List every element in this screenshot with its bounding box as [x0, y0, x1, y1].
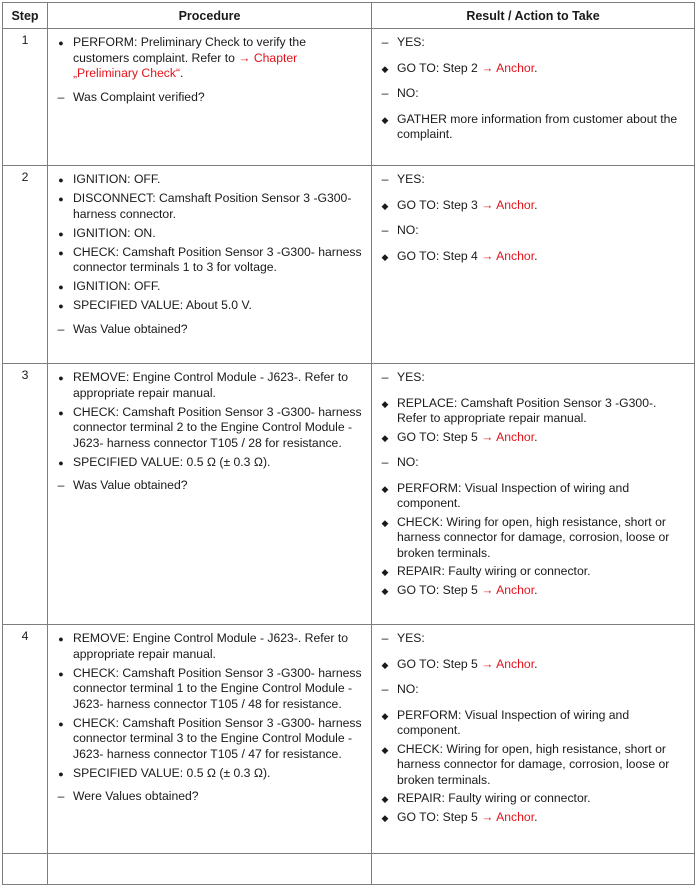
result-cell	[372, 625, 695, 854]
dash-icon: –	[57, 321, 65, 336]
result-cell	[372, 364, 695, 625]
procedure-table	[2, 2, 695, 885]
table-row	[3, 166, 695, 364]
bullet-icon: ●	[58, 282, 64, 292]
diamond-icon: ◆	[381, 251, 389, 262]
diamond-icon: ◆	[381, 114, 389, 125]
step-number: 1	[3, 29, 48, 166]
result-action: ◆ CHECK: Wiring for open, high resistance, short or harness connector for damage, corrosion, loose or broken terminals.	[372, 515, 688, 562]
bullet-icon: ●	[58, 407, 64, 418]
bullet-icon: ●	[58, 228, 64, 239]
anchor-link[interactable]: → Anchor	[481, 656, 535, 671]
result-cell	[372, 166, 695, 364]
dash-icon: –	[57, 478, 65, 492]
table-row	[3, 625, 695, 854]
result-yes: – YES:	[372, 631, 688, 647]
procedure-cell	[48, 364, 372, 625]
table-row	[3, 364, 695, 625]
dash-icon: –	[381, 370, 389, 384]
bullet-item: ● IGNITION: ON.	[48, 226, 365, 242]
bullet-item: ● IGNITION: OFF.	[48, 279, 365, 295]
result-no: – NO:	[372, 455, 688, 471]
bullet-item: ● SPECIFIED VALUE: 0.5 Ω (± 0.3 Ω).	[48, 455, 365, 471]
result-action: ◆ CHECK: Wiring for open, high resistance, short or harness connector for damage, corrosion, loose or broken terminals.	[372, 742, 688, 789]
bullet-icon: ●	[58, 457, 64, 468]
bullet-item: ● CHECK: Camshaft Position Sensor 3 -G300- harness connector terminal 3 to the Engine Control Module - J623- harness connector T105 / 47 for resistance.	[48, 716, 365, 763]
result-yes: – YES:	[372, 370, 688, 386]
bullet-item: ● IGNITION: OFF.	[48, 172, 365, 188]
result-action: ◆ GO TO: Step 5 → Anchor.	[372, 657, 688, 673]
bullet-icon: ●	[58, 38, 64, 48]
table-row	[3, 29, 695, 166]
dash-icon: –	[381, 455, 389, 469]
step-number: 2	[3, 166, 48, 364]
procedure-cell	[48, 29, 372, 166]
dash-icon: –	[381, 682, 389, 696]
header-step: Step	[3, 3, 48, 29]
anchor-link[interactable]: → Anchor	[481, 248, 535, 263]
result-action: ◆ REPAIR: Faulty wiring or connector.	[372, 564, 688, 580]
diamond-icon: ◆	[381, 517, 389, 528]
bullet-icon: ●	[58, 768, 64, 779]
step-number: 3	[3, 364, 48, 625]
bullet-item: ● SPECIFIED VALUE: 0.5 Ω (± 0.3 Ω).	[48, 766, 365, 782]
header-row	[3, 3, 695, 29]
header-procedure: Procedure	[48, 3, 372, 29]
bullet-icon: ●	[58, 373, 64, 383]
table-row	[3, 854, 695, 885]
bullet-icon: ●	[58, 668, 64, 679]
diamond-icon: ◆	[381, 585, 389, 596]
diamond-icon: ◆	[381, 794, 389, 804]
bullet-icon: ●	[58, 194, 64, 204]
diamond-icon: ◆	[381, 567, 389, 577]
question-item: – Were Values obtained?	[48, 789, 365, 805]
result-action: ◆ GO TO: Step 5 → Anchor.	[372, 810, 688, 826]
result-action: ◆ GO TO: Step 5 → Anchor.	[372, 430, 688, 446]
procedure-cell	[48, 166, 372, 364]
question-item: – Was Value obtained?	[48, 322, 365, 338]
bullet-item: ● REMOVE: Engine Control Module - J623-. Refer to appropriate repair manual.	[48, 631, 365, 662]
chapter-link[interactable]: → Chapter „Preliminary Check“	[73, 50, 298, 80]
dash-icon: –	[381, 631, 389, 645]
diamond-icon: ◆	[381, 200, 389, 211]
result-cell	[372, 29, 695, 166]
diamond-icon: ◆	[381, 63, 389, 74]
diamond-icon: ◆	[381, 398, 389, 409]
bullet-item: ● DISCONNECT: Camshaft Position Sensor 3 -G300- harness connector.	[48, 191, 365, 222]
bullet-icon: ●	[58, 175, 64, 185]
result-no: – NO:	[372, 86, 688, 102]
step-number	[3, 854, 48, 885]
anchor-link[interactable]: → Anchor	[481, 582, 535, 597]
bullet-item: ● CHECK: Camshaft Position Sensor 3 -G300- harness connector terminals 1 to 3 for voltage.	[48, 245, 365, 276]
diamond-icon: ◆	[381, 659, 389, 670]
dash-icon: –	[381, 35, 389, 49]
bullet-icon: ●	[58, 301, 64, 311]
anchor-link[interactable]: → Anchor	[481, 60, 535, 75]
dash-icon: –	[381, 86, 389, 100]
bullet-icon: ●	[58, 718, 64, 729]
result-action: ◆ GO TO: Step 5 → Anchor.	[372, 583, 688, 599]
diamond-icon: ◆	[381, 432, 389, 443]
procedure-cell	[48, 854, 372, 885]
result-action: ◆ REPAIR: Faulty wiring or connector.	[372, 791, 688, 807]
bullet-item: ● CHECK: Camshaft Position Sensor 3 -G300- harness connector terminal 2 to the Engine Control Module - J623- harness connector T105 / 28 for resistance.	[48, 405, 365, 452]
result-action: ◆ GO TO: Step 3 → Anchor.	[372, 198, 688, 214]
bullet-item: ● REMOVE: Engine Control Module - J623-. Refer to appropriate repair manual.	[48, 370, 365, 401]
question-item: – Was Complaint verified?	[48, 90, 365, 106]
result-action: ◆ PERFORM: Visual Inspection of wiring and component.	[372, 708, 688, 739]
diamond-icon: ◆	[381, 483, 389, 494]
result-action: ◆ REPLACE: Camshaft Position Sensor 3 -G300-. Refer to appropriate repair manual.	[372, 396, 688, 427]
bullet-item: ● SPECIFIED VALUE: About 5.0 V.	[48, 298, 365, 314]
bullet-icon: ●	[58, 634, 64, 644]
question-item: – Was Value obtained?	[48, 478, 365, 494]
result-action: ◆ PERFORM: Visual Inspection of wiring and component.	[372, 481, 688, 512]
bullet-item: ● CHECK: Camshaft Position Sensor 3 -G300- harness connector terminal 1 to the Engine Control Module - J623- harness connector T105 / 48 for resistance.	[48, 666, 365, 713]
diamond-icon: ◆	[381, 812, 389, 823]
result-cell	[372, 854, 695, 885]
dash-icon: –	[57, 789, 65, 803]
dash-icon: –	[381, 223, 389, 237]
result-yes: – YES:	[372, 35, 688, 51]
result-no: – NO:	[372, 682, 688, 698]
step-number: 4	[3, 625, 48, 854]
dash-icon: –	[381, 172, 389, 186]
result-action: ◆ GO TO: Step 2 → Anchor.	[372, 61, 688, 77]
dash-icon: –	[57, 89, 65, 104]
result-action: ◆ GO TO: Step 4 → Anchor.	[372, 249, 688, 265]
result-action: ◆ GATHER more information from customer about the complaint.	[372, 112, 688, 143]
anchor-link[interactable]: → Anchor	[481, 197, 535, 212]
diamond-icon: ◆	[381, 710, 389, 721]
result-yes: – YES:	[372, 172, 688, 188]
bullet-item: ● PERFORM: Preliminary Check to verify the customers complaint. Refer to → Chapter „Preliminary Check“.	[48, 35, 365, 82]
diamond-icon: ◆	[381, 744, 389, 755]
procedure-cell	[48, 625, 372, 854]
bullet-icon: ●	[58, 247, 64, 258]
anchor-link[interactable]: → Anchor	[481, 429, 535, 444]
header-result: Result / Action to Take	[372, 3, 695, 29]
result-no: – NO:	[372, 223, 688, 239]
anchor-link[interactable]: → Anchor	[481, 809, 535, 824]
